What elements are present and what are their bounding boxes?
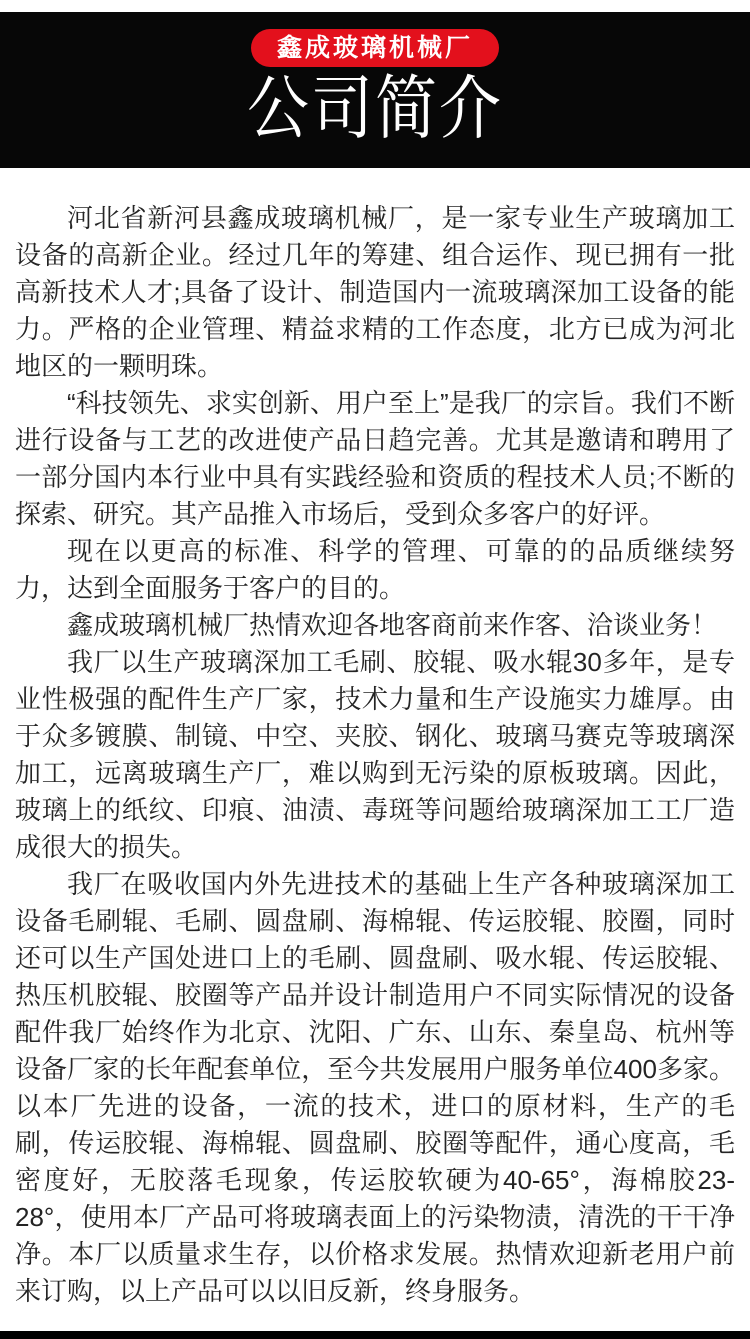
intro-paragraph-5: 我厂以生产玻璃深加工毛刷、胶辊、吸水辊30多年，是专业性极强的配件生产厂家，技术力量和生产设施实力雄厚。由于众多镀膜、制镜、中空、夹胶、钢化、玻璃马赛克等玻璃深加工，远离玻璃生产厂，难以购到无污染的原板玻璃。因此，玻璃上的纸纹、印痕、油渍、毒斑等问题给玻璃深加工工厂造成很大的损失。 — [15, 647, 735, 862]
intro-paragraph-3: 现在以更高的标准、科学的管理、可靠的的品质继续努力，达到全面服务于客户的目的。 — [15, 536, 735, 603]
intro-paragraph-6: 我厂在吸收国内外先进技术的基础上生产各种玻璃深加工设备毛刷辊、毛刷、圆盘刷、海棉辊、传运胶辊、胶圈，同时还可以生产国处进口上的毛刷、圆盘刷、吸水辊、传运胶辊、热压机胶辊、胶圈等产品并设计制造用户不同实际情况的设备配件我厂始终作为北京、沈阳、广东、山东、秦皇岛、杭州等设备厂家的长年配套单位，至今共发展用户服务单位400多家。以本厂先进的设备，一流的技术，进口的原材料，生产的毛刷，传运胶辊、海棉辊、圆盘刷、胶圈等配件，通心度高，毛密度好，无胶落毛现象，传运胶软硬为40-65°，海棉胶23-28°，使用本厂产品可将玻璃表面上的污染物渍，清洗的干干净净。本厂以质量求生存，以价格求发展。热情欢迎新老用户前来订购，以上产品可以以旧反新，终身服务。 — [15, 869, 735, 1306]
intro-paragraph-2: “科技领先、求实创新、用户至上”是我厂的宗旨。我们不断进行设备与工艺的改进使产品日趋完善。尤其是邀请和聘用了一部分国内本行业中具有实践经验和资质的程技术人员;不断的探索、研究。其产品推入市场后，受到众多客户的好评。 — [15, 388, 735, 529]
top-spacer — [0, 0, 750, 12]
intro-paragraph-1: 河北省新河县鑫成玻璃机械厂，是一家专业生产玻璃加工设备的高新企业。经过几年的筹建、组合运作、现已拥有一批高新技术人才;具备了设计、制造国内一流玻璃深加工设备的能力。严格的企业管理、精益求精的工作态度，北方已成为河北地区的一颗明珠。 — [15, 203, 735, 381]
intro-paragraph-4: 鑫成玻璃机械厂热情欢迎各地客商前来作客、洽谈业务！ — [67, 610, 718, 640]
company-intro — [0, 168, 750, 1310]
factory-name-badge: 鑫成玻璃机械厂 — [251, 29, 499, 67]
page-title: 公司简介 — [246, 70, 503, 148]
page-header — [0, 12, 750, 168]
bottom-bar — [0, 1331, 750, 1339]
